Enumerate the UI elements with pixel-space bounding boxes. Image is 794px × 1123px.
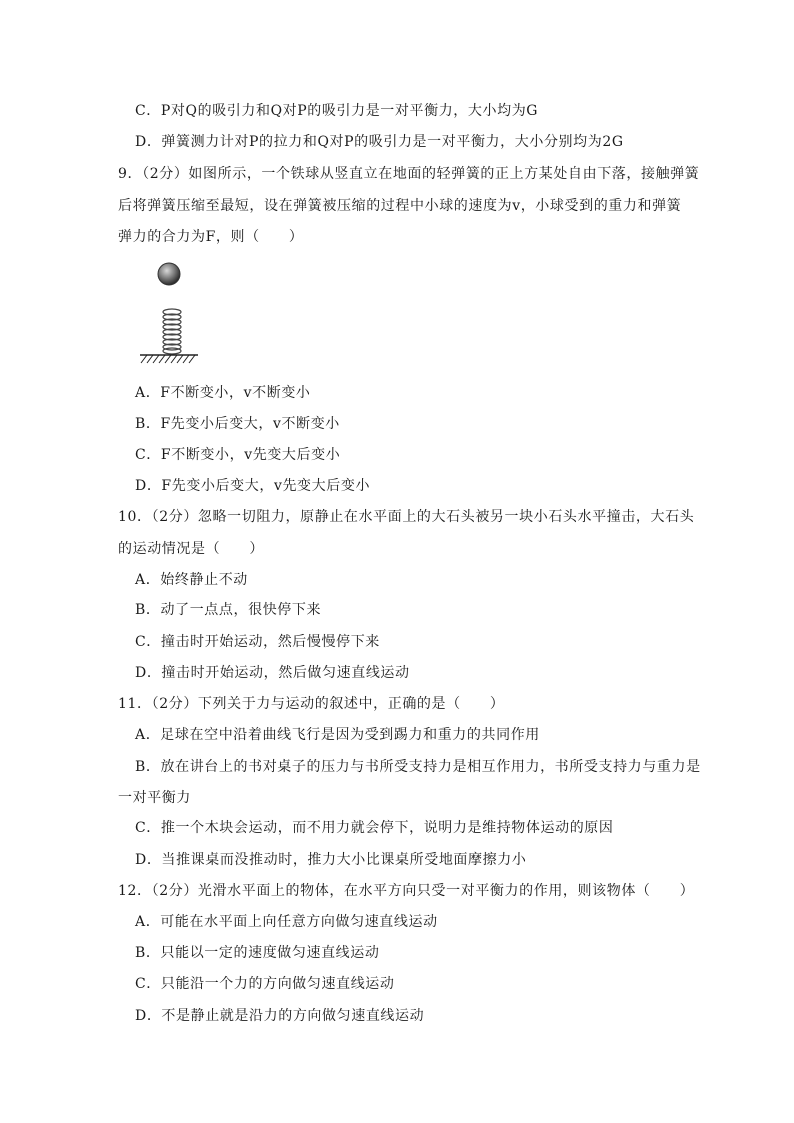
q10-option-d: D．撞击时开始运动，然后做匀速直线运动 xyxy=(135,665,410,681)
q10-stem-line-2: 的运动情况是（ ） xyxy=(118,541,264,557)
spring xyxy=(163,309,181,354)
q10-option-b: B．动了一点点，很快停下来 xyxy=(135,602,322,618)
ball-spring-ground-figure xyxy=(138,258,200,370)
q8-option-c: C．P对Q的吸引力和Q对P的吸引力是一对平衡力，大小均为G xyxy=(135,103,539,119)
q11-option-d: D．当推课桌而没推动时，推力大小比课桌所受地面摩擦力小 xyxy=(135,852,527,868)
q10-option-a: A．始终静止不动 xyxy=(135,572,248,588)
q9-stem-line-1: 9．（2分）如图所示，一个铁球从竖直立在地面的轻弹簧的正上方某处自由下落，接触弹簧 xyxy=(118,166,700,182)
q9-option-c: C．F不断变小，v先变大后变小 xyxy=(135,447,341,463)
q11-option-b-line-1: B．放在讲台上的书对桌子的压力与书所受支持力是相互作用力，书所受支持力与重力是 xyxy=(135,759,701,775)
q9-option-a: A．F不断变小，v不断变小 xyxy=(135,385,311,401)
q9-stem-line-2: 后将弹簧压缩至最短，设在弹簧被压缩的过程中小球的速度为v，小球受到的重力和弹簧 xyxy=(118,198,682,214)
ground-hatching xyxy=(140,355,198,363)
q12-stem-line-1: 12．（2分）光滑水平面上的物体，在水平方向只受一对平衡力的作用，则该物体（ ） xyxy=(118,883,695,899)
q12-option-c: C．只能沿一个力的方向做匀速直线运动 xyxy=(135,976,395,992)
q9-option-d: D．F先变小后变大，v先变大后变小 xyxy=(135,478,371,494)
q10-stem-line-1: 10．（2分）忽略一切阻力，原静止在水平面上的大石头被另一块小石头水平撞击，大石头 xyxy=(118,509,695,525)
q8-option-d: D．弹簧测力计对P的拉力和Q对P的吸引力是一对平衡力，大小分别均为2G xyxy=(135,134,624,150)
q9-option-b: B．F先变小后变大，v不断变小 xyxy=(135,416,340,432)
q9-stem-line-3: 弹力的合力为F，则（ ） xyxy=(118,229,304,245)
q12-option-d: D．不是静止就是沿力的方向做匀速直线运动 xyxy=(135,1008,425,1024)
q12-option-a: A．可能在水平面上向任意方向做匀速直线运动 xyxy=(135,914,438,930)
iron-ball xyxy=(158,263,180,285)
q11-option-b-line-2: 一对平衡力 xyxy=(118,790,191,806)
q11-option-c: C．推一个木块会运动，而不用力就会停下，说明力是维持物体运动的原因 xyxy=(135,820,614,836)
q12-option-b: B．只能以一定的速度做匀速直线运动 xyxy=(135,945,380,961)
q10-option-c: C．撞击时开始运动，然后慢慢停下来 xyxy=(135,634,380,650)
q11-stem-line-1: 11．（2分）下列关于力与运动的叙述中，正确的是（ ） xyxy=(118,696,505,712)
q11-option-a: A．足球在空中沿着曲线飞行是因为受到踢力和重力的共同作用 xyxy=(135,727,540,743)
